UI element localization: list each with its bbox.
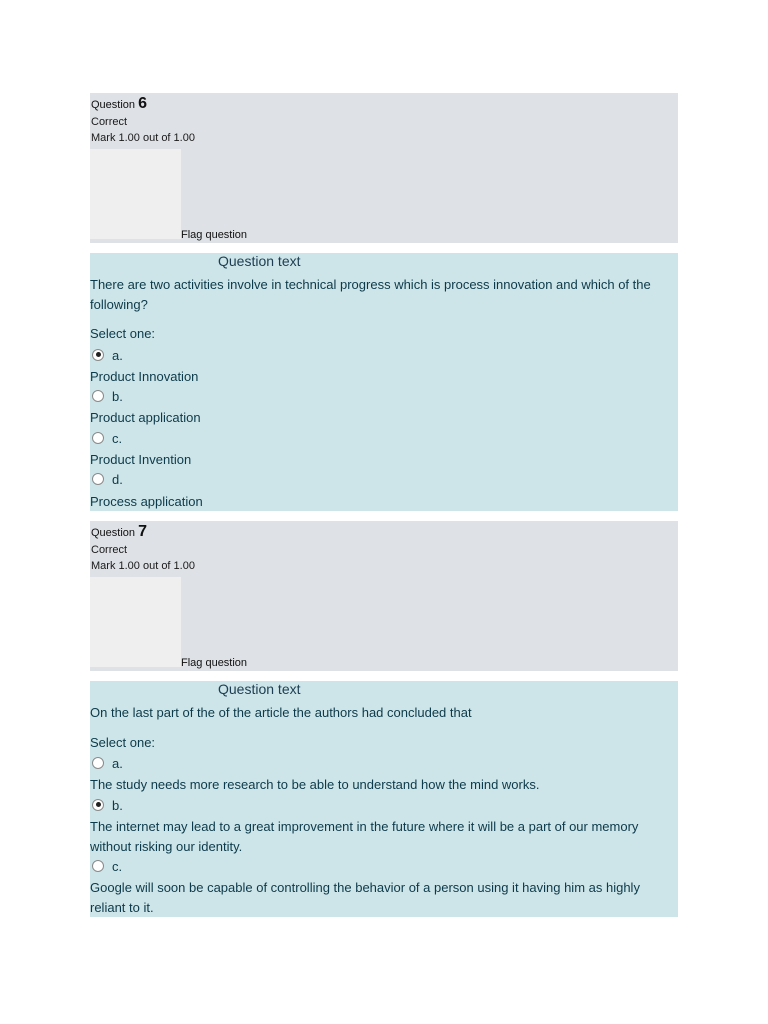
option-a-text: The study needs more research to be able to understand how the mind works.: [90, 777, 540, 792]
radio-button[interactable]: [92, 432, 104, 444]
radio-button[interactable]: [92, 349, 104, 361]
question-state: Correct: [91, 544, 128, 556]
option-c-text: Product Invention: [90, 452, 192, 467]
question-grade: Mark 1.00 out of 1.00: [91, 560, 195, 572]
option-c[interactable]: c.: [90, 431, 122, 449]
select-one-prompt: Select one:: [90, 326, 156, 341]
question-7-content: [90, 681, 678, 917]
option-c[interactable]: c.: [90, 859, 122, 877]
option-a[interactable]: a.: [90, 756, 123, 774]
option-c-text: Google will soon be capable of controlling the behavior of a person using it having him as highly reliant to it.: [90, 880, 640, 915]
option-b-text: The internet may lead to a great improvement in the future where it will be a part of our memory without risking our identity.: [90, 819, 639, 854]
option-b[interactable]: b.: [90, 798, 123, 816]
question-text: On the last part of the of the article the authors had concluded that: [90, 705, 472, 720]
radio-button[interactable]: [92, 390, 104, 402]
radio-button[interactable]: [92, 757, 104, 769]
question-state: Correct: [91, 116, 128, 128]
flag-question-link[interactable]: Flag question: [181, 657, 248, 669]
option-d-text: Process application: [90, 494, 203, 509]
question-text: There are two activities involve in technical progress which is process innovation and which of the following?: [90, 277, 651, 312]
flag-icon[interactable]: [90, 577, 181, 667]
radio-button[interactable]: [92, 799, 104, 811]
option-a[interactable]: a.: [90, 348, 123, 366]
option-b-text: Product application: [90, 410, 201, 425]
question-text-heading: Question text: [218, 253, 301, 269]
flag-question-link[interactable]: Flag question: [181, 229, 248, 241]
question-number: Question 6: [91, 95, 147, 112]
question-6-info: [90, 93, 678, 243]
radio-button[interactable]: [92, 860, 104, 872]
option-a-text: Product Innovation: [90, 369, 199, 384]
select-one-prompt: Select one:: [90, 735, 156, 750]
radio-button[interactable]: [92, 473, 104, 485]
question-text-heading: Question text: [218, 681, 301, 697]
option-d[interactable]: d.: [90, 472, 123, 490]
question-6-content: [90, 253, 678, 511]
question-7-info: [90, 521, 678, 671]
question-number: Question 7: [91, 523, 147, 540]
option-b[interactable]: b.: [90, 389, 123, 407]
question-grade: Mark 1.00 out of 1.00: [91, 132, 195, 144]
flag-icon[interactable]: [90, 149, 181, 239]
